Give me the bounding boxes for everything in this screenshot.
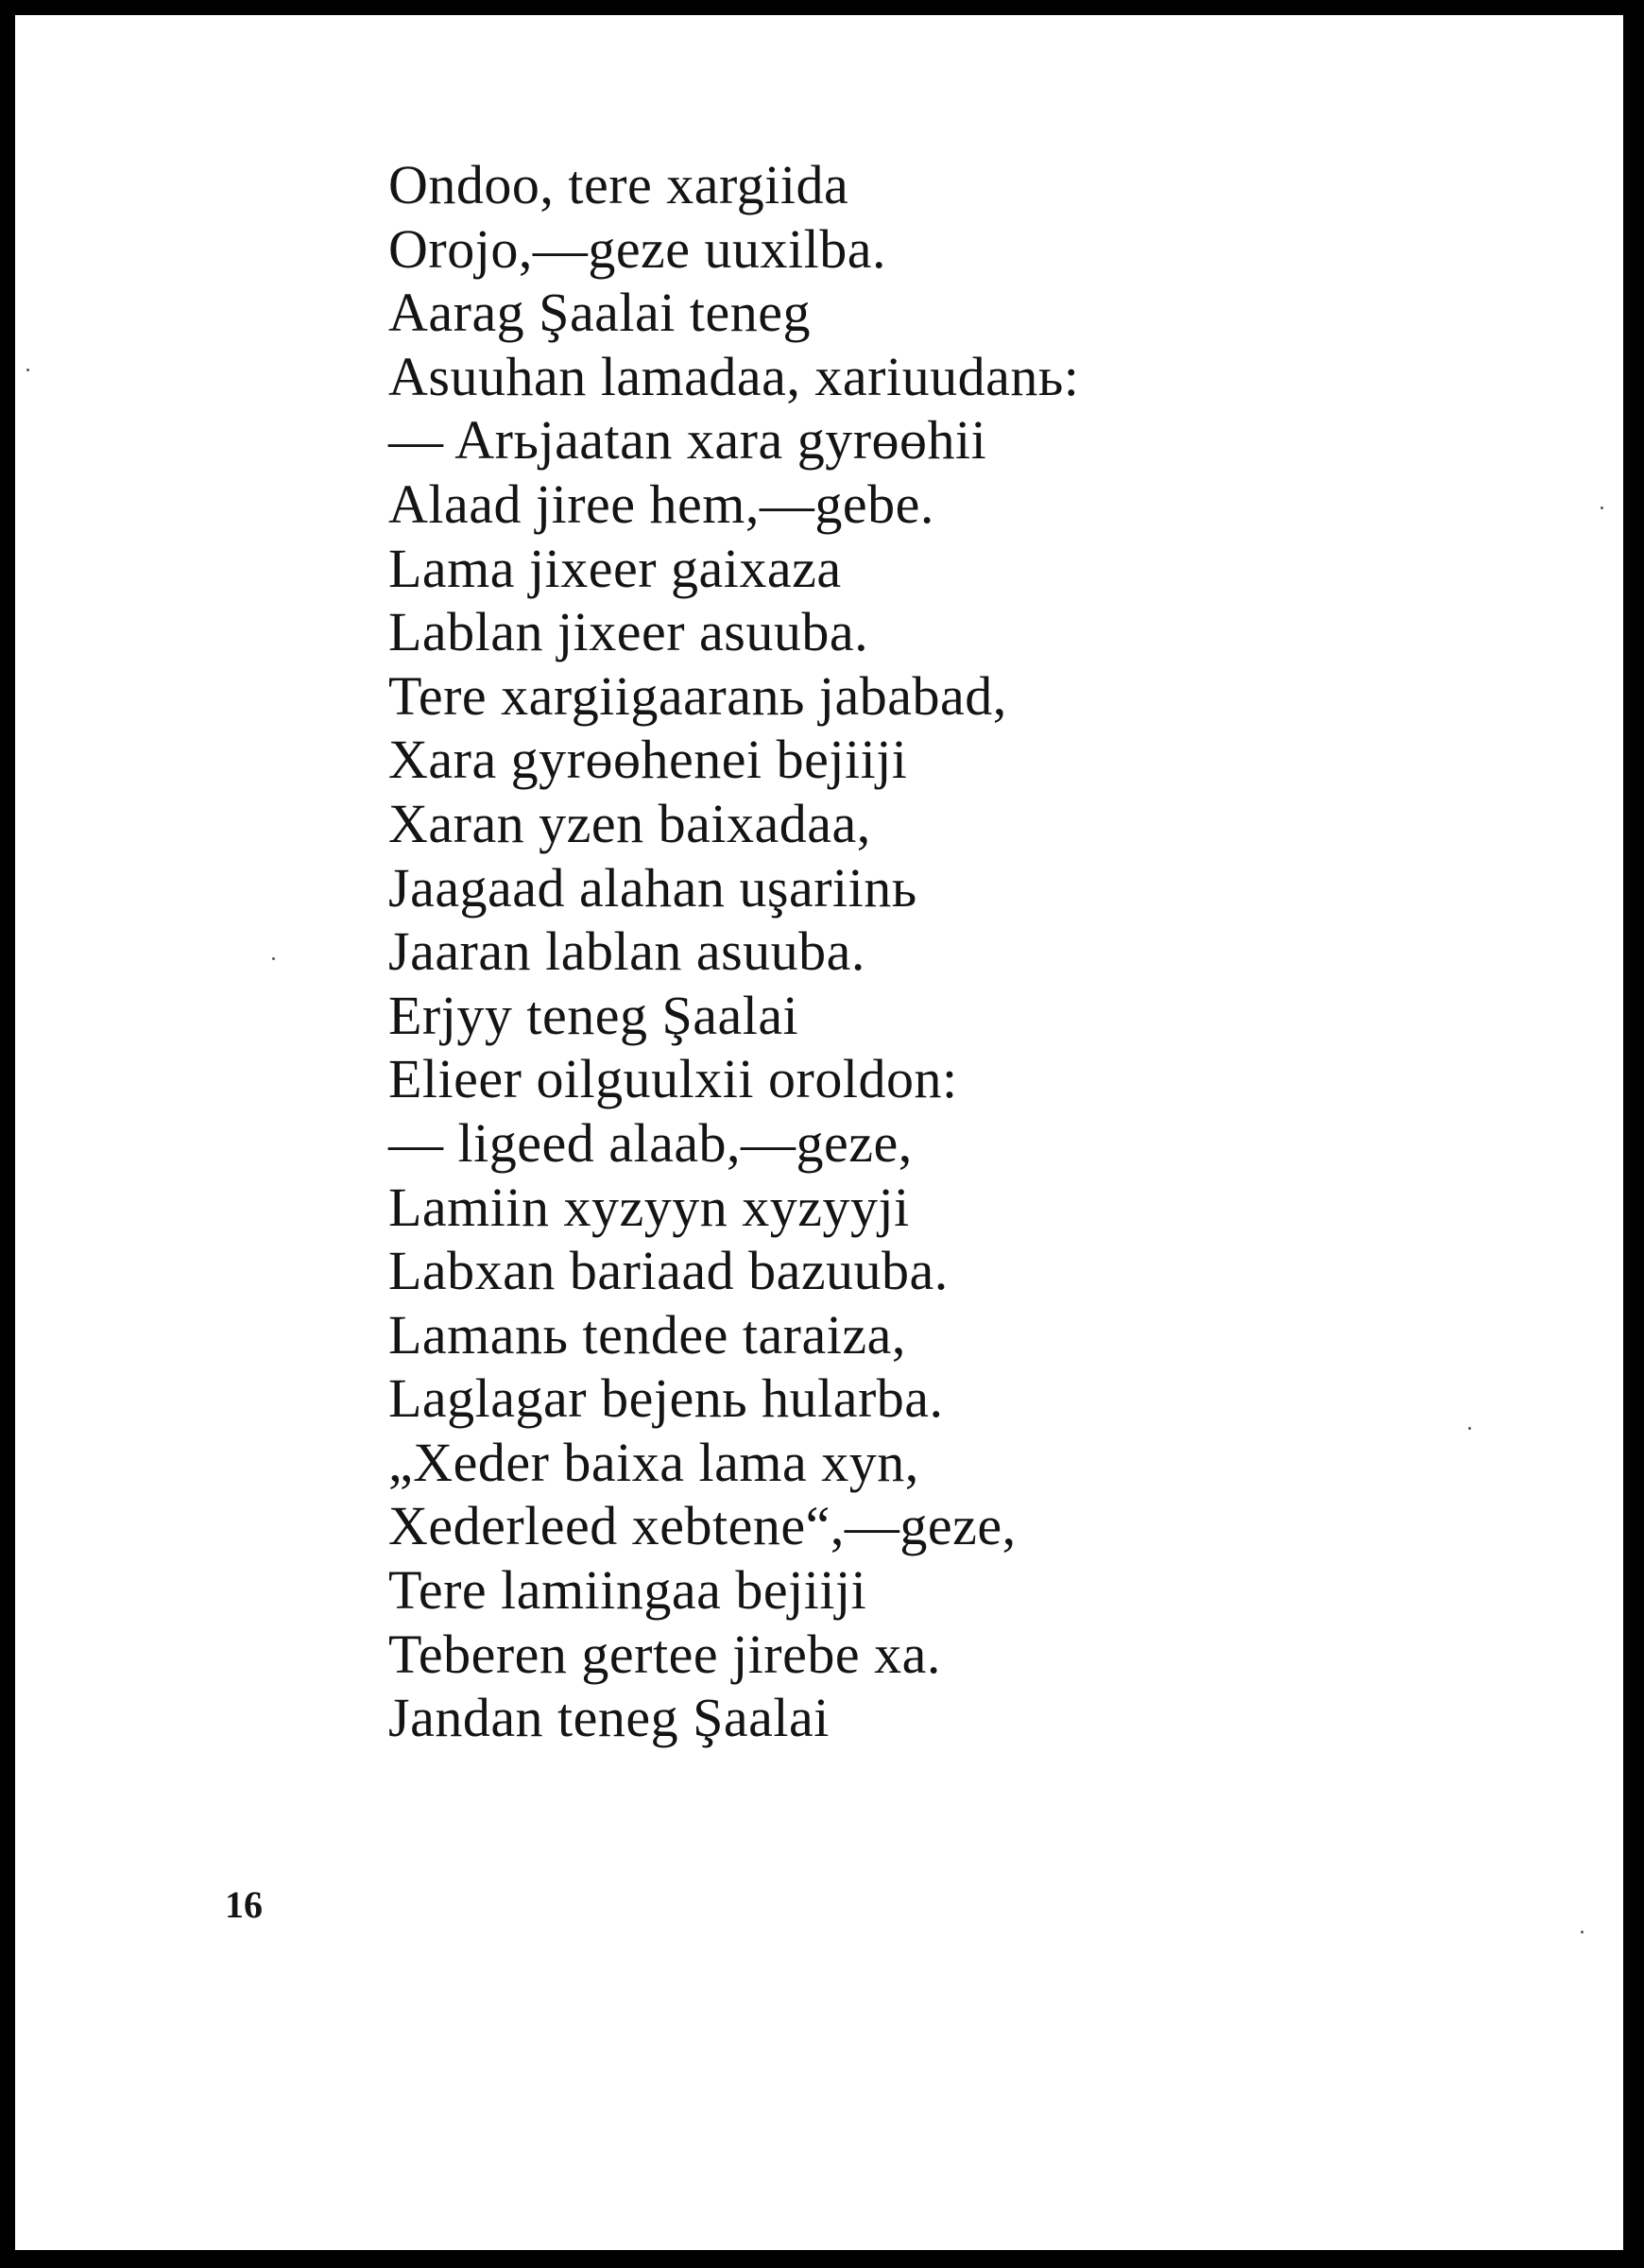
- poem-line: Labxan bariaad bazuuba.: [388, 1240, 949, 1302]
- poem-line: Ondoo, tere xargiida: [388, 154, 849, 215]
- poem-line: Alaad jiree hem,—gebe.: [388, 472, 934, 535]
- scan-speck: [1601, 507, 1603, 509]
- poem-line: Asuuhan lamadaa, xariuudanь:: [388, 345, 1080, 407]
- poem-line: Lamanь tendee taraiza,: [388, 1303, 906, 1366]
- poem-line: Jaaran lablan asuuba.: [388, 920, 865, 983]
- poem-line: Lama jixeer gaixaza: [388, 537, 842, 599]
- scan-speck: [1468, 1427, 1471, 1430]
- poem-line: — ligeed alaab,—geze,: [388, 1111, 913, 1174]
- poem-line: Jaagaad alahan uşariinь: [388, 856, 917, 919]
- poem-line: Tere xargiigaaranь jababad,: [388, 664, 1007, 727]
- scan-speck: [1581, 1931, 1584, 1933]
- poem-line: — Arьjaatan xara gyrөөhii: [388, 409, 987, 472]
- poem-line: „Xeder baixa lama xyn,: [388, 1431, 919, 1493]
- poem-text: [388, 153, 1079, 1750]
- poem-line: Xaran yzen baixadaa,: [388, 792, 871, 854]
- poem-line: Jandan teneg Şaalai: [388, 1687, 830, 1749]
- poem-line: Aarag Şaalai teneg: [388, 282, 812, 344]
- poem-line: Xederleed xebtene“,—geze,: [388, 1495, 1017, 1557]
- poem-line: Xara gyrөөhenei bejiiji: [388, 729, 908, 791]
- poem-line: Laglagar bejenь hularba.: [388, 1367, 944, 1430]
- scan-speck: [272, 957, 275, 960]
- page-number: 16: [225, 1883, 263, 1926]
- book-page: [15, 15, 1623, 2250]
- poem-line: Lamiin xyzyyn xyzyyji: [388, 1176, 910, 1238]
- poem-line: Tere lamiingaa bejiiji: [388, 1559, 867, 1622]
- poem-line: Orojo,—geze uuxilba.: [388, 217, 887, 280]
- scan-speck: [26, 369, 29, 371]
- poem-line: Teberen gertee jirebe xa.: [388, 1623, 941, 1685]
- poem-line: Erjyy teneg Şaalai: [388, 984, 799, 1046]
- poem-line: Elieer oilguulxii oroldon:: [388, 1048, 958, 1110]
- poem-line: Lablan jixeer asuuba.: [388, 601, 869, 663]
